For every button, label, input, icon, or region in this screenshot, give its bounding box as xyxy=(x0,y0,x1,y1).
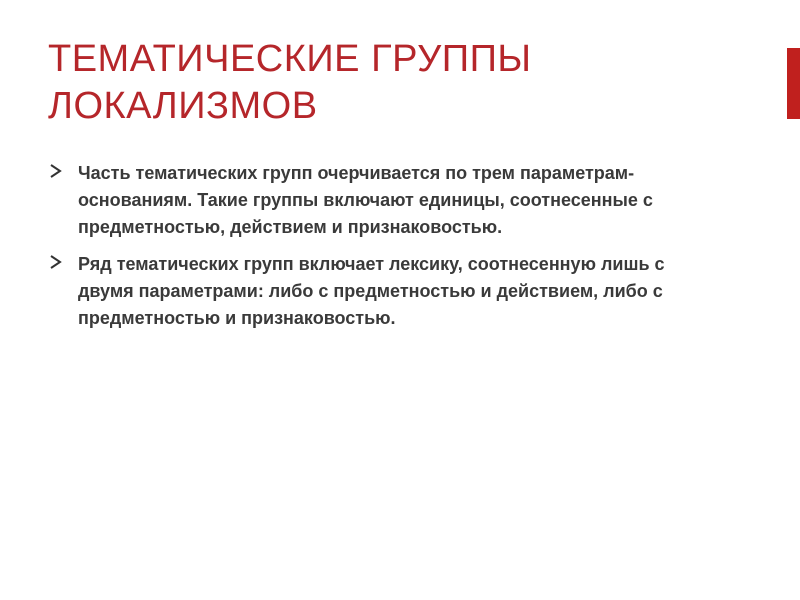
title-line-2: ЛОКАЛИЗМОВ xyxy=(48,85,318,127)
bullet-text: Ряд тематических групп включает лексику, соотнесенную лишь с двумя параметрами: либо с предметностью и действием, либо с предметностью и признаковостью. xyxy=(78,254,665,328)
bullet-list xyxy=(48,160,708,342)
arrow-bullet-icon xyxy=(50,164,62,178)
slide-title xyxy=(48,36,748,130)
bullet-item xyxy=(48,251,708,332)
title-line-1: ТЕМАТИЧЕСКИЕ ГРУППЫ xyxy=(48,38,532,80)
bullet-item xyxy=(48,160,708,241)
arrow-bullet-icon xyxy=(50,255,62,269)
accent-bar xyxy=(787,48,800,119)
bullet-text: Часть тематических групп очерчивается по трем параметрам-основаниям. Такие группы включают единицы, соотнесенные с предметностью, действием и признаковостью. xyxy=(78,163,653,237)
